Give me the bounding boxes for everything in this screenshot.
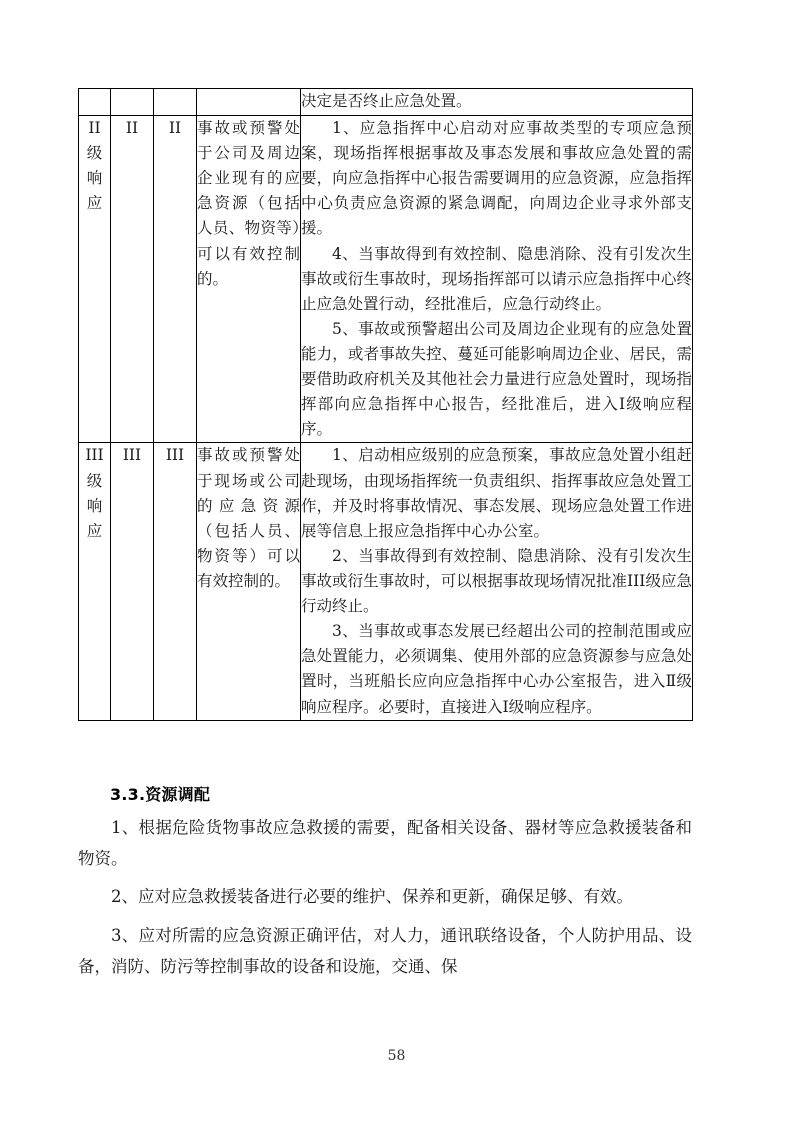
- row-level-label: [79, 116, 111, 443]
- section-heading: 3.3.资源调配: [110, 785, 211, 804]
- table-row: [79, 443, 693, 720]
- page-number: 58: [387, 1048, 406, 1064]
- action-paragraph: 5、事故或预警超出公司及周边企业现有的应急处置能力，或者事故失控、蔓延可能影响周边企业、居民，需要借助政府机关及其他社会力量进行应急处置时，现场指挥部向应急指挥中心报告，经批准后，进入Ⅰ级响应程序。: [301, 319, 692, 439]
- row-code-b: II: [154, 116, 197, 443]
- level-char: 响: [86, 496, 103, 515]
- row-actions: [301, 116, 693, 443]
- row-code-b: [154, 89, 197, 116]
- action-paragraph: 4、当事故得到有效控制、隐患消除、没有引发次生事故或衍生事故时，现场指挥部可以请示应急指挥中心终止应急处置行动，经批准后，应急行动终止。: [301, 244, 692, 313]
- row-condition: [197, 89, 301, 116]
- action-paragraph: 决定是否终止应急处置。: [301, 92, 472, 110]
- row-condition: 事故或预警处于现场或公司的应急资源（包括人员、物资等）可以有效控制的。: [197, 443, 301, 720]
- section-paragraph: 1、根据危险货物事故应急救援的需要，配备相关设备、器材等应急救援装备和物资。: [78, 818, 692, 868]
- level-char: 应: [86, 194, 103, 213]
- action-paragraph: 1、启动相应级别的应急预案，事故应急处置小组赶赴现场，由现场指挥统一负责组织、指挥事故应急处置工作，并及时将事故情况、事态发展、现场应急处置工作进展等信息上报应急指挥中心办公室。: [301, 446, 692, 540]
- level-char: III: [85, 446, 104, 465]
- row-condition: 事故或预警处于公司及周边企业现有的应急资源（包括人员、物资等）可以有效控制的。: [197, 116, 301, 443]
- action-paragraph: 1、应急指挥中心启动对应事故类型的专项应急预案，现场指挥根据事故及事态发展和事故应急处置的需要，向应急指挥中心报告需要调用的应急资源，应急指挥中心负责应急资源的紧急调配，向周边企业寻求外部支援。: [301, 119, 692, 238]
- row-actions: [301, 443, 693, 720]
- level-char: 级: [86, 471, 103, 490]
- section-paragraph: 3、应对所需的应急资源正确评估，对人力，通讯联络设备，个人防护用品、设备，消防、防污等控制事故的设备和设施，交通、保: [78, 926, 692, 976]
- row-code-a: II: [111, 116, 154, 443]
- row-code-a: [111, 89, 154, 116]
- level-char: 应: [86, 521, 103, 540]
- row-level-label: [79, 89, 111, 116]
- row-code-a: III: [111, 443, 154, 720]
- row-actions: [301, 89, 693, 116]
- table-row: [79, 116, 693, 443]
- level-char: 级: [86, 144, 103, 163]
- level-char: 响: [86, 169, 103, 188]
- action-paragraph: 3、当事故或事态发展已经超出公司的控制范围或应急处置能力，必须调集、使用外部的应急资源参与应急处置时，当班船长应向应急指挥中心办公室报告，进入Ⅱ级响应程序。必要时，直接进入Ⅰ级响应程序。: [301, 622, 692, 716]
- emergency-response-table: [78, 88, 693, 721]
- section-resource-allocation: [78, 782, 692, 990]
- section-paragraph: 2、应对应急救援装备进行必要的维护、保养和更新，确保足够、有效。: [111, 887, 633, 907]
- row-code-b: III: [154, 443, 197, 720]
- table-row: [79, 89, 693, 116]
- level-char: II: [88, 119, 101, 137]
- action-paragraph: 2、当事故得到有效控制、隐患消除、没有引发次生事故或衍生事故时，可以根据事故现场情况批准III级应急行动终止。: [301, 546, 692, 616]
- row-level-label: [79, 443, 111, 720]
